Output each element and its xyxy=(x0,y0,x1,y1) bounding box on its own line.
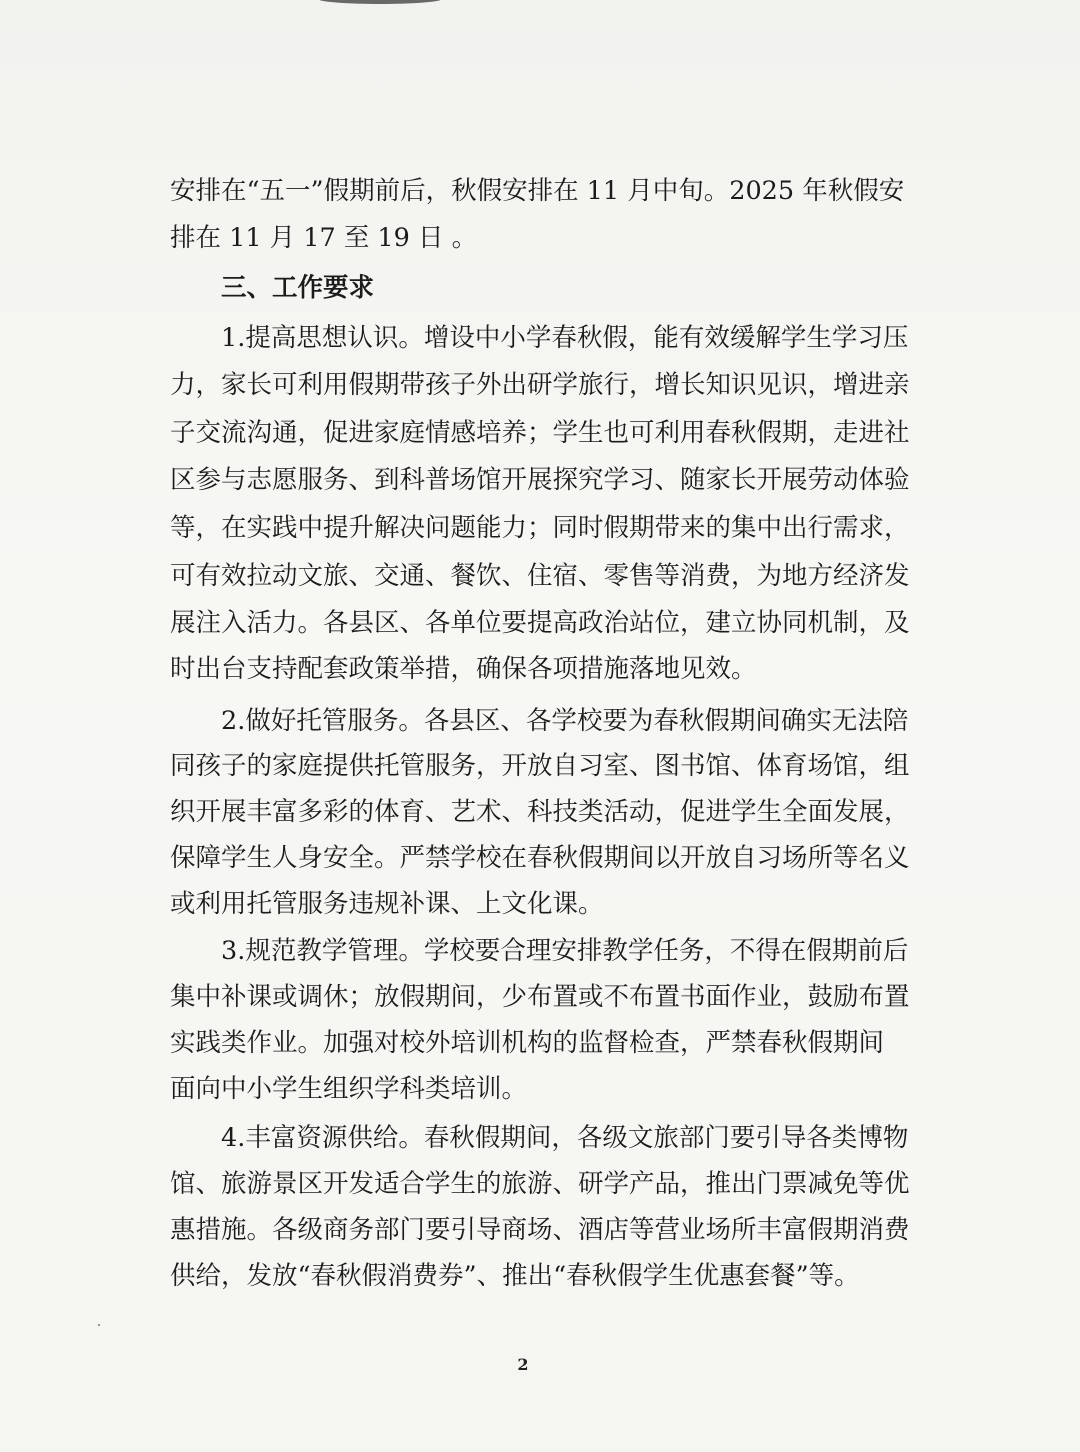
text-line: 排在 11 月 17 至 19 日 。 xyxy=(170,223,478,253)
text-line: 织开展丰富多彩的体育、艺术、科技类活动，促进学生全面发展， xyxy=(170,797,910,827)
text-line: 或利用托管服务违规补课、上文化课。 xyxy=(170,889,604,919)
text-line: 面向中小学生组织学科类培训。 xyxy=(170,1074,528,1104)
text-line: 时出台支持配套政策举措，确保各项措施落地见效。 xyxy=(170,654,757,684)
text-line: 保障学生人身安全。严禁学校在春秋假期间以开放自习场所等名义 xyxy=(170,843,910,873)
text-line: 4.丰富资源供给。春秋假期间，各级文旅部门要引导各类博物 xyxy=(221,1123,909,1153)
text-line: 1.提高思想认识。增设中小学春秋假，能有效缓解学生学习压 xyxy=(221,323,909,353)
text-line: 3.规范教学管理。学校要合理安排教学任务，不得在假期前后 xyxy=(221,936,909,966)
scan-speck xyxy=(98,1324,100,1326)
text-line: 实践类作业。加强对校外培训机构的监督检查，严禁春秋假期间 xyxy=(170,1028,885,1058)
text-line: 供给，发放“春秋假消费券”、推出“春秋假学生优惠套餐”等。 xyxy=(170,1261,860,1291)
scan-shadow xyxy=(318,0,442,4)
text-line: 2.做好托管服务。各县区、各学校要为春秋假期间确实无法陪 xyxy=(221,706,909,736)
text-line: 区参与志愿服务、到科普场馆开展探究学习、随家长开展劳动体验 xyxy=(170,465,910,495)
text-line: 集中补课或调休；放假期间，少布置或不布置书面作业，鼓励布置 xyxy=(170,982,910,1012)
text-line: 同孩子的家庭提供托管服务，开放自习室、图书馆、体育场馆，组 xyxy=(170,751,910,781)
text-line: 安排在“五一”假期前后，秋假安排在 11 月中旬。2025 年秋假安 xyxy=(170,176,905,206)
page-number: 2 xyxy=(517,1355,529,1374)
text-line: 可有效拉动文旅、交通、餐饮、住宿、零售等消费，为地方经济发 xyxy=(170,561,910,591)
section-heading: 三、工作要求 xyxy=(221,273,375,303)
text-line: 等，在实践中提升解决问题能力；同时假期带来的集中出行需求， xyxy=(170,513,910,543)
text-line: 力，家长可利用假期带孩子外出研学旅行，增长知识见识，增进亲 xyxy=(170,370,910,400)
text-line: 馆、旅游景区开发适合学生的旅游、研学产品，推出门票减免等优 xyxy=(170,1169,910,1199)
text-line: 子交流沟通，促进家庭情感培养；学生也可利用春秋假期，走进社 xyxy=(170,418,910,448)
text-line: 展注入活力。各县区、各单位要提高政治站位，建立协同机制，及 xyxy=(170,608,910,638)
text-line: 惠措施。各级商务部门要引导商场、酒店等营业场所丰富假期消费 xyxy=(170,1215,910,1245)
